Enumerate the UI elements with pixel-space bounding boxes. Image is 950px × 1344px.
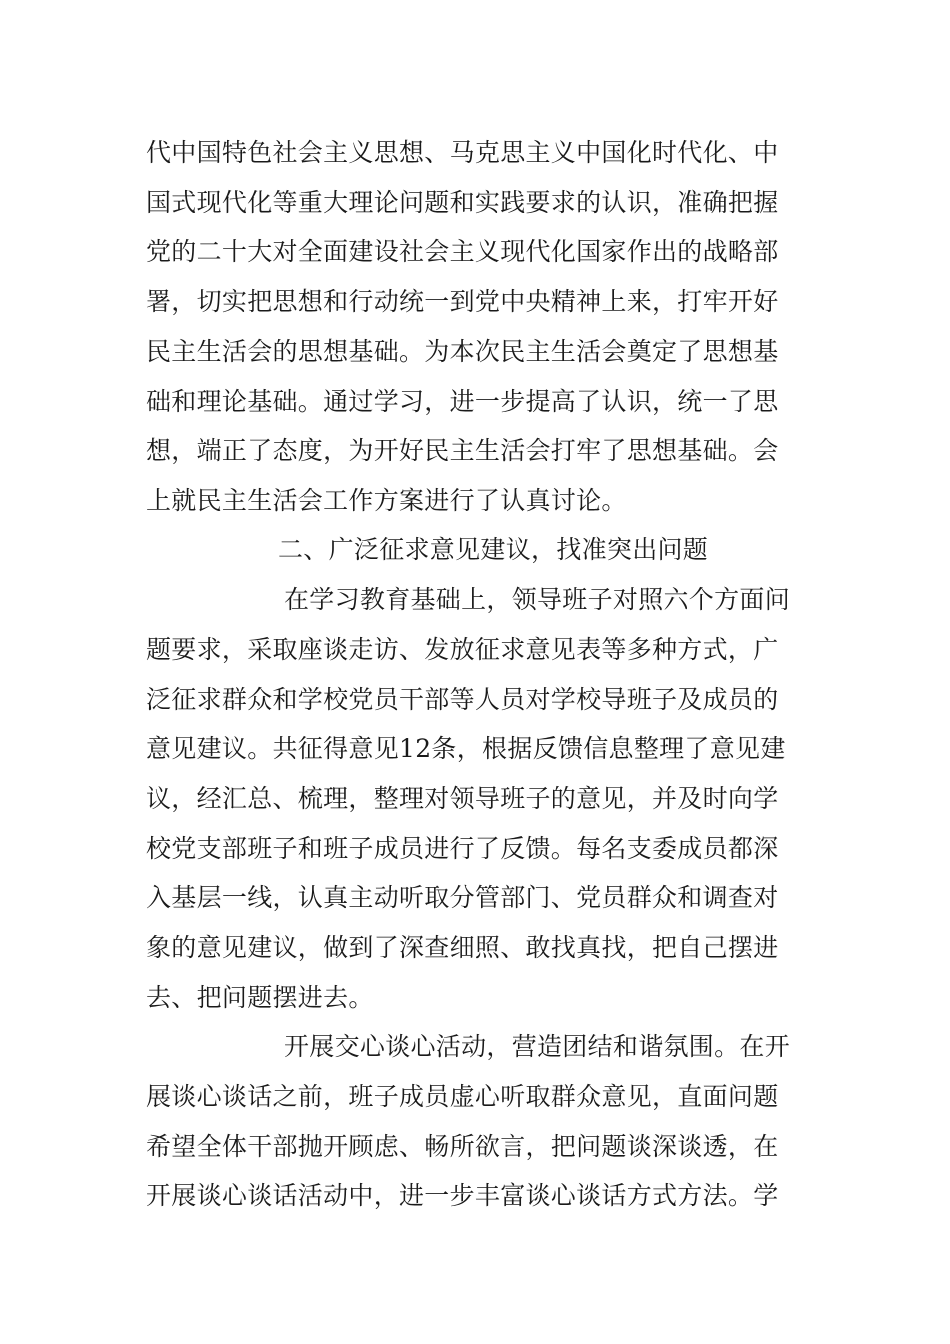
paragraph-1-line: 党的二十大对全面建设社会主义现代化国家作出的战略部: [146, 237, 779, 266]
paragraph-3-line: 展谈心谈话之前，班子成员虚心听取群众意见，直面问题: [146, 1082, 779, 1111]
paragraph-3-line: 开展谈心谈话活动中，进一步丰富谈心谈话方式方法。学: [146, 1181, 779, 1210]
paragraph-2-line: 题要求，采取座谈走访、发放征求意见表等多种方式，广: [146, 635, 779, 664]
paragraph-3-line: 希望全体干部抛开顾虑、畅所欲言，把问题谈深谈透，在: [146, 1132, 779, 1161]
paragraph-1-line: 国式现代化等重大理论问题和实践要求的认识，准确把握: [146, 188, 779, 217]
paragraph-1-line: 上就民主生活会工作方案进行了认真讨论。: [146, 486, 627, 515]
paragraph-2-line: 象的意见建议，做到了深查细照、敢找真找，把自己摆进: [146, 933, 779, 962]
paragraph-2-line: 议，经汇总、梳理，整理对领导班子的意见，并及时向学: [146, 784, 779, 813]
paragraph-2-line: 校党支部班子和班子成员进行了反馈。每名支委成员都深: [146, 834, 779, 863]
paragraph-1-line: 础和理论基础。通过学习，进一步提高了认识，统一了思: [146, 387, 779, 416]
paragraph-1-line: 代中国特色社会主义思想、马克思主义中国化时代化、中: [146, 138, 779, 167]
paragraph-2-line: 去、把问题摆进去。: [146, 983, 374, 1012]
paragraph-2-line: 泛征求群众和学校党员干部等人员对学校导班子及成员的: [146, 685, 779, 714]
section-heading: 二、广泛征求意见建议，找准突出问题: [278, 535, 709, 564]
paragraph-2-line: 意见建议。共征得意见12条，根据反馈信息整理了意见建: [146, 734, 786, 763]
paragraph-1-line: 想，端正了态度，为开好民主生活会打牢了思想基础。会: [146, 436, 779, 465]
paragraph-1-line: 民主生活会的思想基础。为本次民主生活会奠定了思想基: [146, 337, 779, 366]
paragraph-2-line: 入基层一线，认真主动听取分管部门、党员群众和调查对: [146, 883, 779, 912]
paragraph-2-line: 在学习教育基础上，领导班子对照六个方面问: [284, 585, 791, 614]
paragraph-1-line: 署，切实把思想和行动统一到党中央精神上来，打牢开好: [146, 287, 779, 316]
paragraph-3-line: 开展交心谈心活动，营造团结和谐氛围。在开: [284, 1032, 791, 1061]
